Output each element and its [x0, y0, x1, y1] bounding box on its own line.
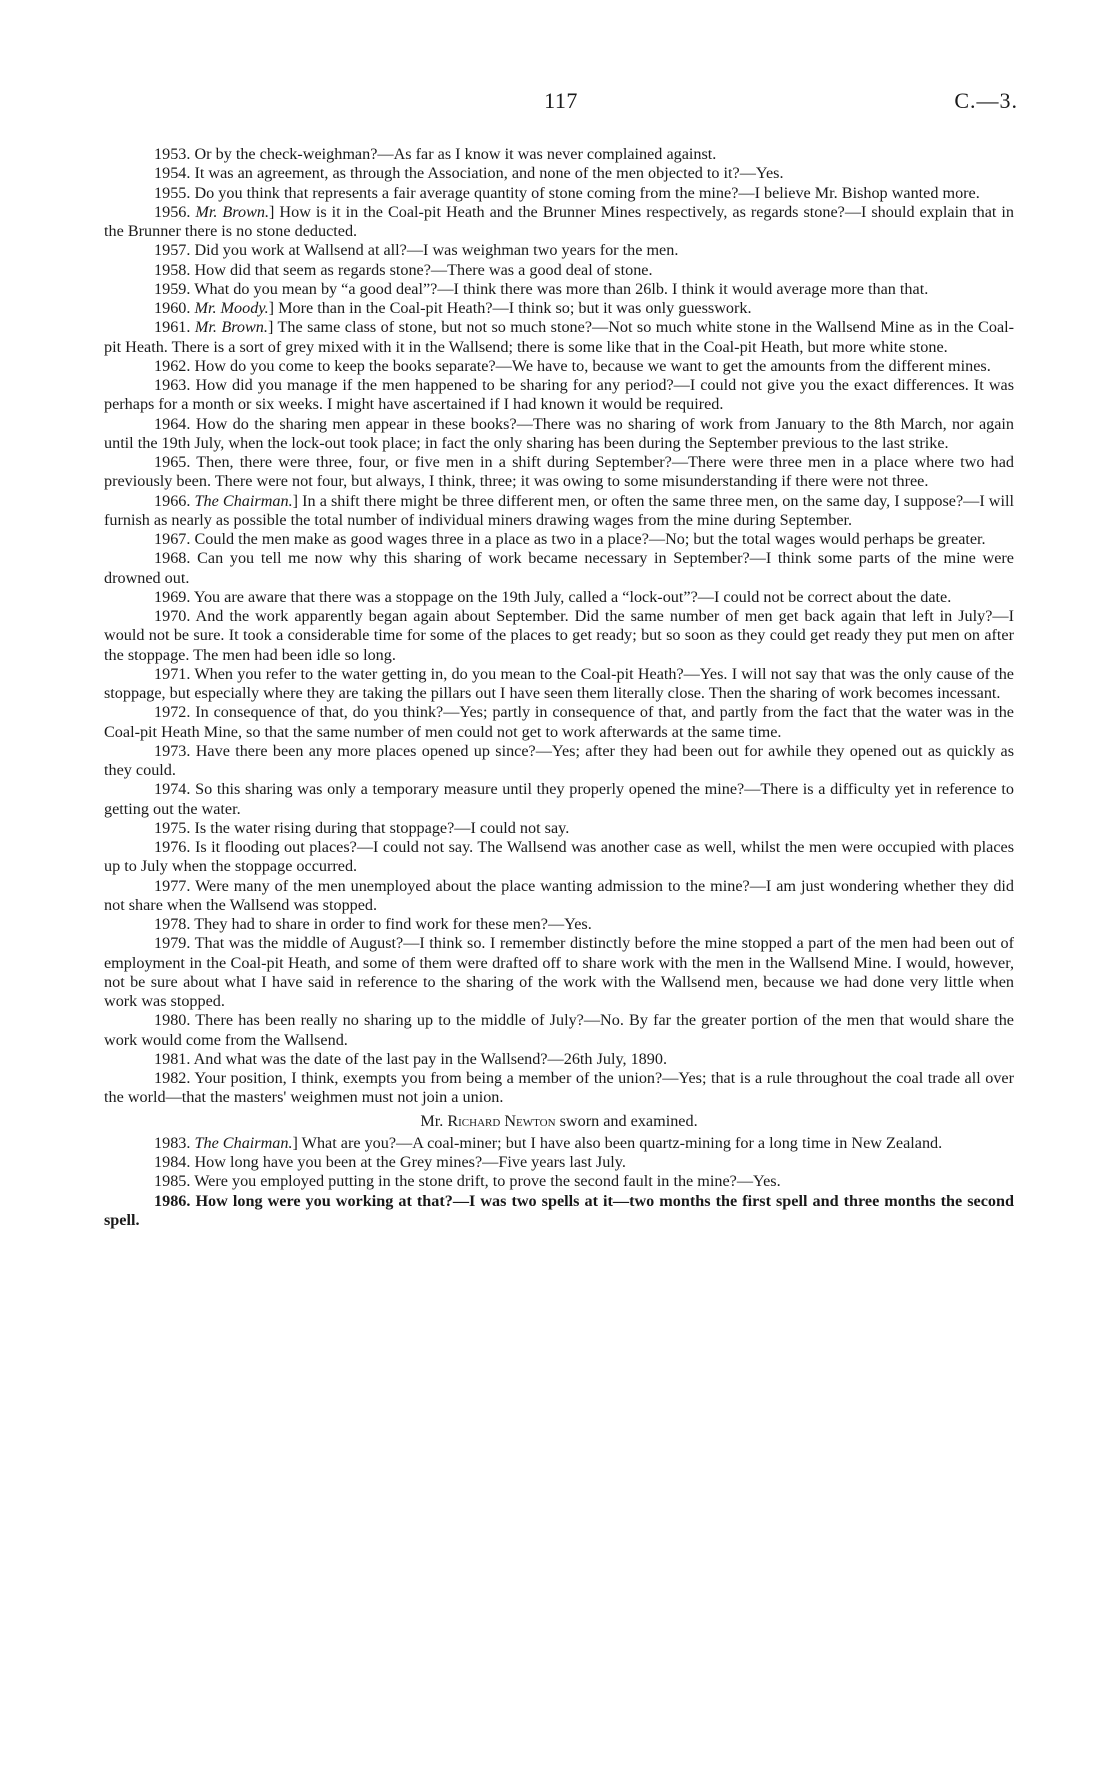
question-text: How long were you working at that?—I was two spells at it—two months the first spell and three months the second spell.	[104, 1191, 1014, 1229]
question-paragraph	[104, 665, 1014, 704]
question-paragraph	[104, 261, 1014, 280]
question-text: There has been really no sharing up to the middle of July?—No. By far the greater portion of the men that would share the work would come from the Wallsend.	[104, 1011, 1014, 1049]
question-text: Then, there were three, four, or five men in a shift during September?—There were three men in a place where two had previously been. There were not four, but always, I think, three; it was owing to some misunderstanding if there were not three.	[104, 453, 1014, 491]
question-text: Could the men make as good wages three in a place as two in a place?—No; but the total wages would perhaps be greater.	[194, 530, 986, 548]
question-paragraph	[104, 703, 1014, 742]
question-paragraph	[104, 877, 1014, 916]
question-number: 1986.	[154, 1191, 191, 1210]
question-text: Is it flooding out places?—I could not say. The Wallsend was another case as well, whilst the men were occupied with places up to July when the stoppage occurred.	[104, 838, 1015, 876]
question-number: 1985.	[154, 1172, 191, 1191]
witness-heading	[104, 1112, 1014, 1131]
speaker-name: The Chairman.	[194, 1133, 293, 1152]
question-number: 1953.	[154, 145, 191, 163]
question-number: 1973.	[154, 741, 191, 760]
question-text: In consequence of that, do you think?—Yes; partly in consequence of that, and partly from the fact that the water was in the Coal-pit Heath Mine, so that the same number of men could not get to work afterwards at the same time.	[104, 703, 1014, 741]
question-number: 1969.	[154, 587, 191, 606]
question-number: 1970.	[154, 607, 191, 625]
question-paragraph	[104, 1011, 1014, 1050]
question-number: 1980.	[154, 1011, 191, 1030]
question-paragraph	[104, 1172, 1014, 1191]
question-paragraph	[104, 453, 1014, 492]
question-text: When you refer to the water getting in, do you mean to the Coal-pit Heath?—Yes. I will not say that was the only cause of the stoppage, but especially where they are taking the pillars out I have seen them literally close. Then the sharing of work becomes incessant.	[104, 664, 1014, 702]
question-number: 1984.	[154, 1153, 191, 1171]
question-number: 1975.	[154, 818, 191, 837]
question-paragraph	[104, 1069, 1014, 1108]
question-number: 1959.	[154, 279, 191, 298]
question-number: 1983.	[154, 1133, 191, 1152]
speaker-name: Mr. Brown.	[195, 202, 270, 221]
question-paragraph	[104, 819, 1014, 838]
question-number: 1978.	[154, 915, 191, 933]
question-text: ] In a shift there might be three different men, or often the same three men, on the same day, I suppose?—I will furnish as nearly as possible the total number of individual miners drawing wages from the mine during September.	[104, 491, 1014, 529]
question-text: Have there been any more places opened up since?—Yes; after they had been out for awhile they opened out as quickly as they could.	[104, 741, 1014, 779]
witness-suffix: sworn and examined.	[555, 1111, 698, 1130]
witness-prefix: Mr.	[420, 1111, 448, 1130]
question-number: 1979.	[154, 934, 191, 953]
speaker-name: Mr. Moody.	[194, 299, 269, 317]
question-number: 1957.	[154, 241, 191, 260]
question-text: Or by the check-weighman?—As far as I know it was never complained against.	[194, 145, 717, 163]
question-paragraph	[104, 145, 1014, 164]
question-text: Can you tell me now why this sharing of work became necessary in September?—I think some parts of the mine were drowned out.	[104, 549, 1014, 587]
evidence-section-1	[104, 145, 1014, 1108]
question-text: And the work apparently began again about September. Did the same number of men get back again that left in July?—I would not be sure. It took a considerable time for some of the places to get ready; but so soon as they could get ready they put men on after the stoppage. The men had been idle so long.	[104, 607, 1014, 664]
question-paragraph	[104, 1153, 1014, 1172]
question-paragraph	[104, 588, 1014, 607]
question-text: ] The same class of stone, but not so much stone?—Not so much white stone in the Wallsend Mine as in the Coal-pit Heath. There is a sort of grey mixed with it in the Wallsend; there is some like that in the Coal-pit Heath, but more white stone.	[104, 318, 1015, 356]
question-number: 1967.	[154, 530, 191, 548]
question-paragraph	[104, 280, 1014, 299]
question-number: 1960.	[154, 299, 191, 317]
speaker-name: The Chairman.	[194, 491, 293, 510]
question-text: You are aware that there was a stoppage on the 19th July, called a “lock-out”?—I could not be correct about the date.	[193, 587, 952, 606]
page-number: 117	[544, 88, 578, 113]
question-number: 1961.	[154, 318, 191, 337]
question-number: 1954.	[154, 164, 191, 183]
question-number: 1972.	[154, 703, 191, 722]
question-paragraph	[104, 915, 1014, 934]
question-number: 1981.	[154, 1049, 191, 1068]
evidence-section-2	[104, 1134, 1014, 1230]
question-number: 1977.	[154, 876, 191, 895]
question-text: What do you mean by “a good deal”?—I think there was more than 26lb. I think it would average more than that.	[194, 279, 929, 298]
question-text: ] More than in the Coal-pit Heath?—I think so; but it was only guesswork.	[268, 299, 752, 317]
question-number: 1962.	[154, 356, 191, 375]
body-text	[104, 145, 1014, 1230]
witness-name: Richard Newton	[447, 1111, 556, 1130]
question-paragraph	[104, 780, 1014, 819]
question-number: 1974.	[154, 780, 191, 799]
question-text: And what was the date of the last pay in the Wallsend?—26th July, 1890.	[193, 1049, 668, 1068]
question-paragraph	[104, 203, 1014, 242]
question-paragraph	[104, 357, 1014, 376]
question-number: 1966.	[154, 491, 191, 510]
question-text: Is the water rising during that stoppage?—I could not say.	[194, 818, 570, 837]
question-number: 1956.	[154, 202, 191, 221]
question-text: How do you come to keep the books separate?—We have to, because we want to get the amounts from the different mines.	[194, 356, 991, 375]
page-reference: C.—3.	[954, 88, 1018, 113]
question-number: 1955.	[154, 183, 191, 202]
question-paragraph	[104, 530, 1014, 549]
question-number: 1976.	[154, 838, 191, 856]
question-paragraph	[104, 934, 1014, 1011]
question-paragraph	[104, 299, 1014, 318]
question-paragraph	[104, 164, 1014, 183]
question-text: It was an agreement, as through the Association, and none of the men objected to it?—Yes.	[194, 164, 784, 183]
question-text: How did you manage if the men happened to be sharing for any period?—I could not give you the exact differences. It was perhaps for a month or six weeks. I might have ascertained if I had known it would be required.	[104, 376, 1015, 414]
question-paragraph	[104, 742, 1014, 781]
speaker-name: Mr. Brown.	[194, 318, 268, 337]
question-number: 1968.	[154, 549, 191, 568]
question-paragraph	[104, 838, 1014, 877]
question-number: 1965.	[154, 453, 191, 471]
question-paragraph	[104, 1134, 1014, 1153]
question-paragraph	[104, 184, 1014, 203]
question-text: So this sharing was only a temporary measure until they properly opened the mine?—There is a difficulty yet in reference to getting out the water.	[104, 780, 1014, 818]
question-text: They had to share in order to find work for these men?—Yes.	[194, 915, 592, 933]
question-paragraph	[104, 241, 1014, 260]
question-text: Were many of the men unemployed about the place wanting admission to the mine?—I am just wondering whether they did not share when the Wallsend was stopped.	[104, 876, 1015, 914]
question-paragraph	[104, 415, 1014, 454]
question-text: That was the middle of August?—I think so. I remember distinctly before the mine stopped a part of the men had been out of employment in the Coal-pit Heath, and some of them were drafted off to share work with the men in the Wallsend Mine. I would, however, not be sure about what I have said in reference to the sharing of the work with the Wallsend men, because we had done very little when work was stopped.	[104, 934, 1014, 1010]
question-paragraph	[104, 549, 1014, 588]
question-text: How do the sharing men appear in these books?—There was no sharing of work from January to the 8th March, nor again until the 19th July, when the lock-out took place; in fact the only sharing has been during the September previous to the last strike.	[104, 414, 1015, 452]
question-text: Your position, I think, exempts you from being a member of the union?—Yes; that is a rule throughout the coal trade all over the world—that the masters' weighmen must not join a union.	[104, 1069, 1015, 1107]
question-number: 1982.	[154, 1069, 191, 1087]
page-header	[104, 88, 1018, 118]
question-text: Did you work at Wallsend at all?—I was weighman two years for the men.	[194, 241, 679, 260]
question-number: 1971.	[154, 664, 191, 683]
question-number: 1963.	[154, 376, 191, 394]
question-text: Were you employed putting in the stone drift, to prove the second fault in the mine?—Yes.	[194, 1172, 781, 1191]
question-text: ] What are you?—A coal-miner; but I have also been quartz-mining for a long time in New Zealand.	[292, 1133, 943, 1152]
question-number: 1964.	[154, 414, 191, 433]
question-number: 1958.	[154, 260, 191, 279]
question-paragraph	[104, 607, 1014, 665]
question-text: Do you think that represents a fair average quantity of stone coming from the mine?—I believe Mr. Bishop wanted more.	[194, 183, 980, 202]
question-paragraph	[104, 1050, 1014, 1069]
question-paragraph	[104, 1192, 1014, 1231]
question-paragraph	[104, 376, 1014, 415]
question-text: How long have you been at the Grey mines?—Five years last July.	[194, 1153, 626, 1171]
question-paragraph	[104, 492, 1014, 531]
question-paragraph	[104, 318, 1014, 357]
question-text: How did that seem as regards stone?—There was a good deal of stone.	[194, 260, 653, 279]
question-text: ] How is it in the Coal-pit Heath and the Brunner Mines respectively, as regards stone?—I should explain that in the Brunner there is no stone deducted.	[104, 202, 1015, 240]
